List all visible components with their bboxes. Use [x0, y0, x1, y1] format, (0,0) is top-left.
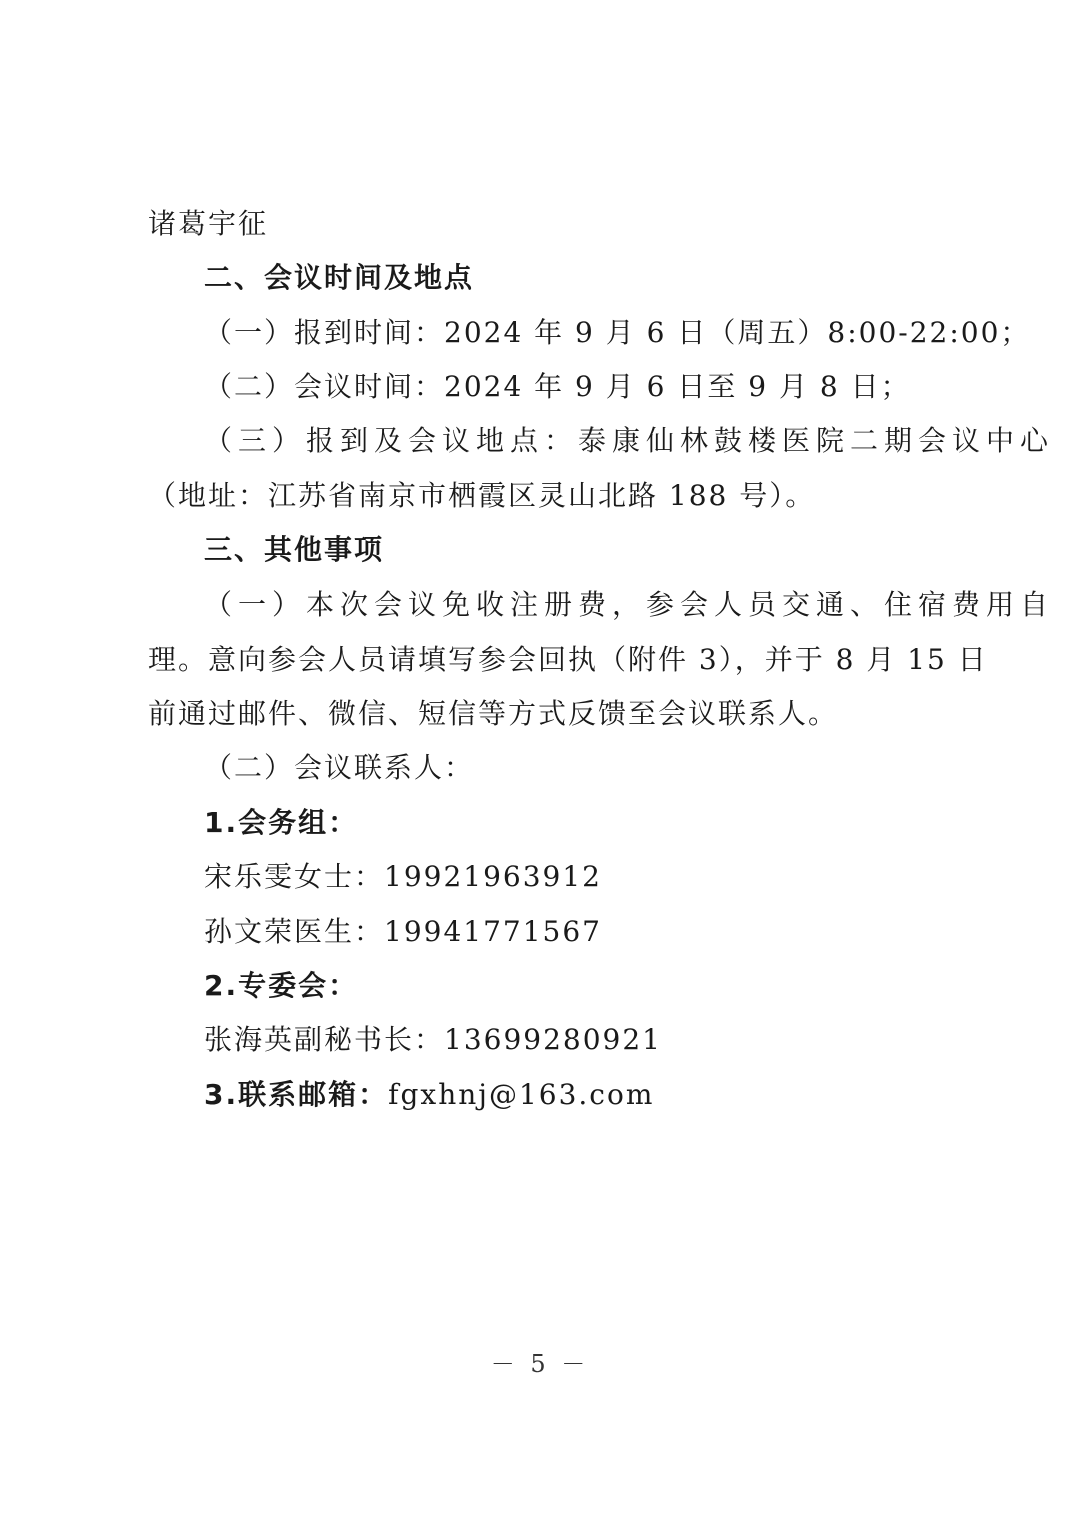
text-line-meeting-location: （三）报到及会议地点：泰康仙林鼓楼医院二期会议中心	[204, 424, 1055, 457]
contact-song: 宋乐雯女士：19921963912	[204, 860, 602, 893]
text-line-registration-time: （一）报到时间：2024 年 9 月 6 日（周五）8:00-22:00；	[204, 316, 1031, 349]
page-number: － 5 －	[490, 1350, 590, 1378]
subheading-committee: 2.专委会：	[204, 969, 359, 1002]
text-line-fee-note-2: 理。意向参会人员请填写参会回执（附件 3），并于 8 月 15 日	[148, 643, 988, 676]
email-label: 3.联系邮箱：	[204, 1078, 389, 1111]
text-line-name: 诸葛宇征	[148, 207, 269, 240]
section-heading-time-location: 二、会议时间及地点	[204, 261, 475, 294]
text-line-fee-note-1: （一）本次会议免收注册费，参会人员交通、住宿费用自	[204, 588, 1055, 621]
contact-zhang: 张海英副秘书长：13699280921	[204, 1023, 662, 1056]
section-heading-other-matters: 三、其他事项	[204, 533, 385, 566]
subheading-affairs-group: 1.会务组：	[204, 806, 359, 839]
contact-sun: 孙文荣医生：19941771567	[204, 915, 602, 948]
email-value: fgxhnj@163.com	[388, 1078, 655, 1111]
text-line-address: （地址：江苏省南京市栖霞区灵山北路 188 号）。	[148, 479, 816, 512]
contact-email-line	[204, 1075, 1004, 1115]
text-line-contacts-heading: （二）会议联系人：	[204, 751, 475, 784]
text-line-fee-note-3: 前通过邮件、微信、短信等方式反馈至会议联系人。	[148, 697, 839, 730]
text-line-meeting-time: （二）会议时间：2024 年 9 月 6 日至 9 月 8 日；	[204, 370, 911, 403]
